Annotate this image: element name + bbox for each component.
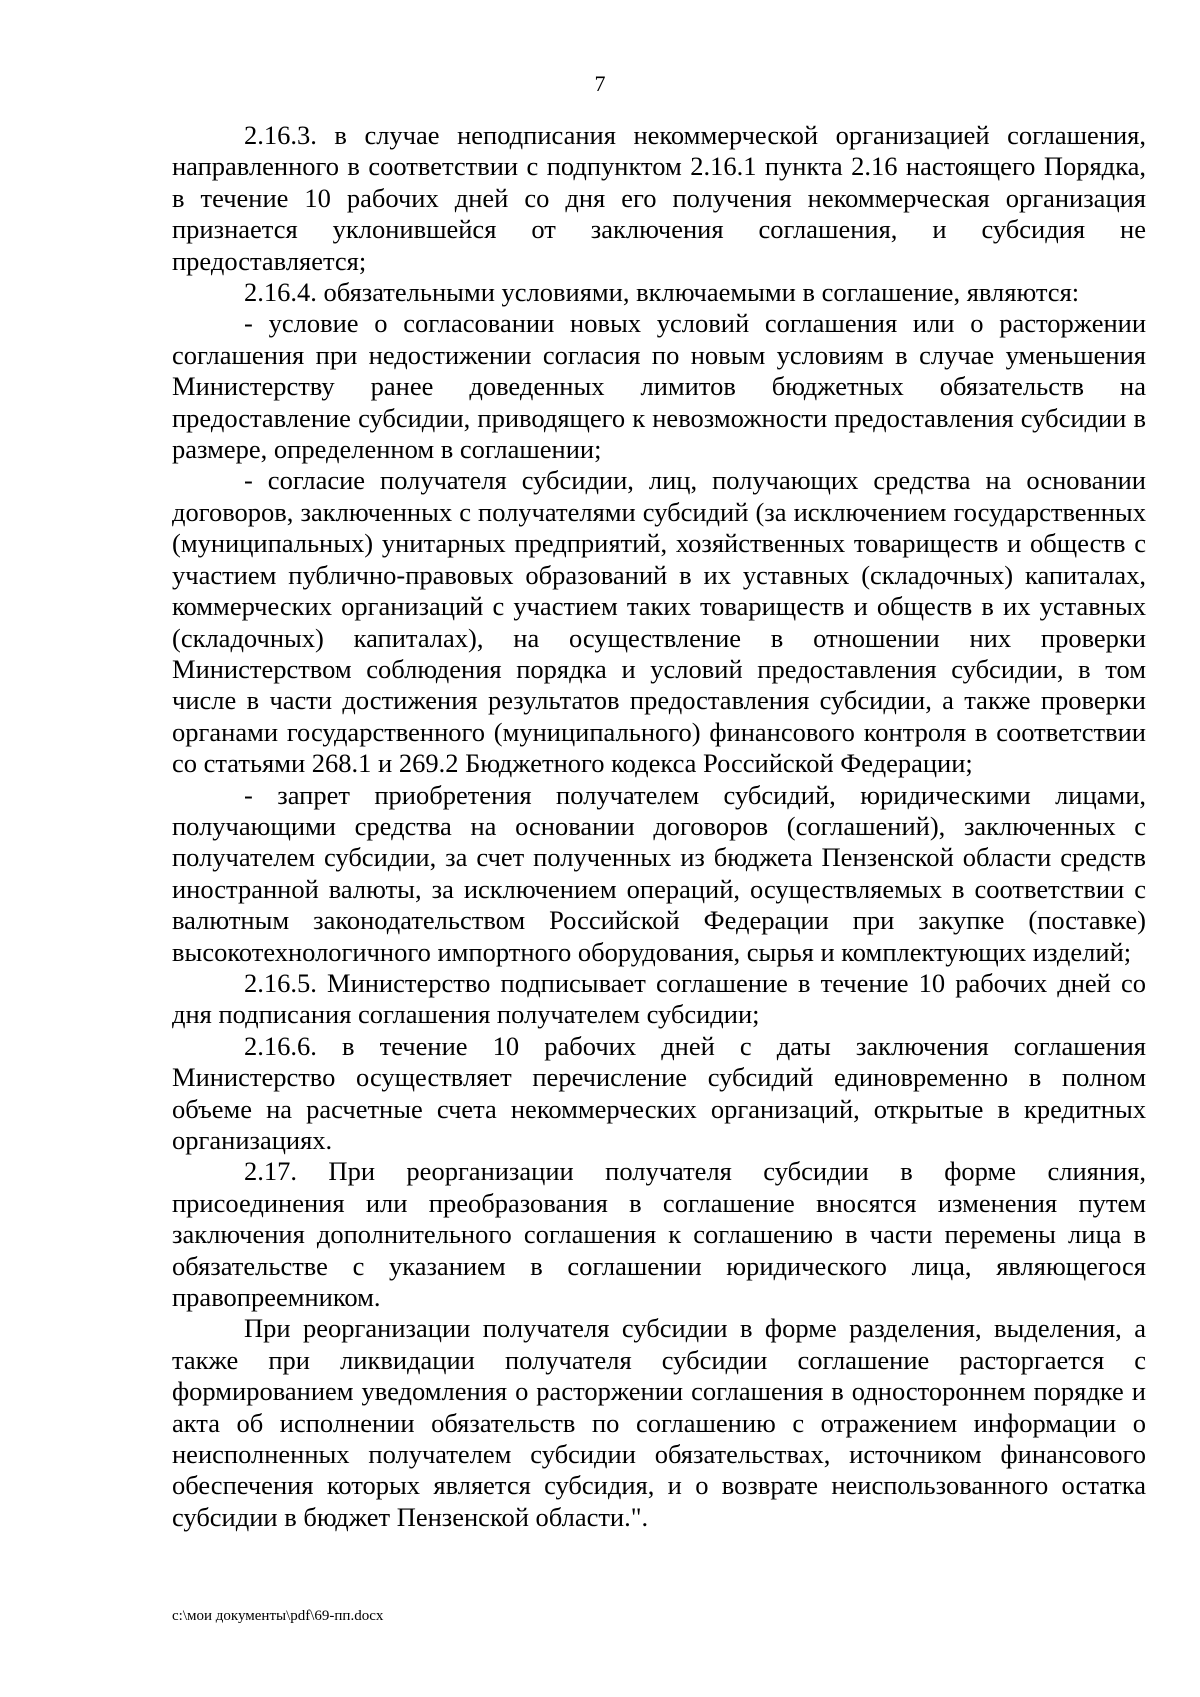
paragraph-consent-inspection: - согласие получателя субсидии, лиц, получающих средства на основании договоров, заключенных с получателями субсидий (за исключением государственных (муниципальных) унитарных предприятий, хозяйственных товариществ и обществ с участием публично-правовых образований в их уставных (складочных) капиталах, коммерческих организаций с участием таких товариществ и обществ в их уставных (складочных) капиталах), на осуществление в отношении них проверки Министерством соблюдения порядка и условий предоставления субсидии, в том числе в части достижения результатов предоставления субсидии, а также проверки органами государственного (муниципального) финансового контроля в соответствии со статьями 268.1 и 269.2 Бюджетного кодекса Российской Федерации; <box>172 465 1146 779</box>
page-number: 7 <box>594 71 606 96</box>
paragraph-2-17: 2.17. При реорганизации получателя субсидии в форме слияния, присоединения или преобразования в соглашение вносятся изменения путем заключения дополнительного соглашения к соглашению в части перемены лица в обязательстве с указанием в соглашении юридического лица, являющегося правопреемником. <box>172 1156 1146 1313</box>
paragraph-2-16-4: 2.16.4. обязательными условиями, включаемыми в соглашение, являются: <box>244 277 1080 308</box>
document-body <box>172 120 1146 1533</box>
footer-file-path: c:\мои документы\pdf\69-пп.docx <box>172 1608 384 1624</box>
paragraph-2-16-3: 2.16.3. в случае неподписания некоммерческой организацией соглашения, направленного в соответствии с подпунктом 2.16.1 пункта 2.16 настоящего Порядка, в течение 10 рабочих дней со дня его получения некоммерческая организация признается уклонившейся от заключения соглашения, и субсидия не предоставляется; <box>172 120 1146 276</box>
paragraph-condition-renegotiation: - условие о согласовании новых условий соглашения или о расторжении соглашения при недостижении согласия по новым условиям в случае уменьшения Министерству ранее доведенных лимитов бюджетных обязательств на предоставление субсидии, приводящего к невозможности предоставления субсидии в размере, определенном в соглашении; <box>172 308 1146 465</box>
paragraph-currency-prohibition: - запрет приобретения получателем субсидий, юридическими лицами, получающими средства на основании договоров (соглашений), заключенных с получателем субсидии, за счет полученных из бюджета Пензенской области средств иностранной валюты, за исключением операций, осуществляемых в соответствии с валютным законодательством Российской Федерации при закупке (поставке) высокотехнологичного импортного оборудования, сырья и комплектующих изделий; <box>172 779 1146 967</box>
paragraph-reorganization-termination: При реорганизации получателя субсидии в форме разделения, выделения, а также при ликвидации получателя субсидии соглашение расторгается с формированием уведомления о расторжении соглашения в одностороннем порядке и акта об исполнении обязательств по соглашению с отражением информации о неисполненных получателем субсидии обязательствах, источником финансового обеспечения которых является субсидия, и о возврате неиспользованного остатка субсидии в бюджет Пензенской области.". <box>172 1313 1146 1532</box>
paragraph-2-16-5: 2.16.5. Министерство подписывает соглашение в течение 10 рабочих дней со дня подписания соглашения получателем субсидии; <box>172 967 1146 1030</box>
paragraph-2-16-6: 2.16.6. в течение 10 рабочих дней с даты заключения соглашения Министерство осуществляет перечисление субсидий единовременно в полном объеме на расчетные счета некоммерческих организаций, открытые в кредитных организациях. <box>172 1030 1146 1155</box>
